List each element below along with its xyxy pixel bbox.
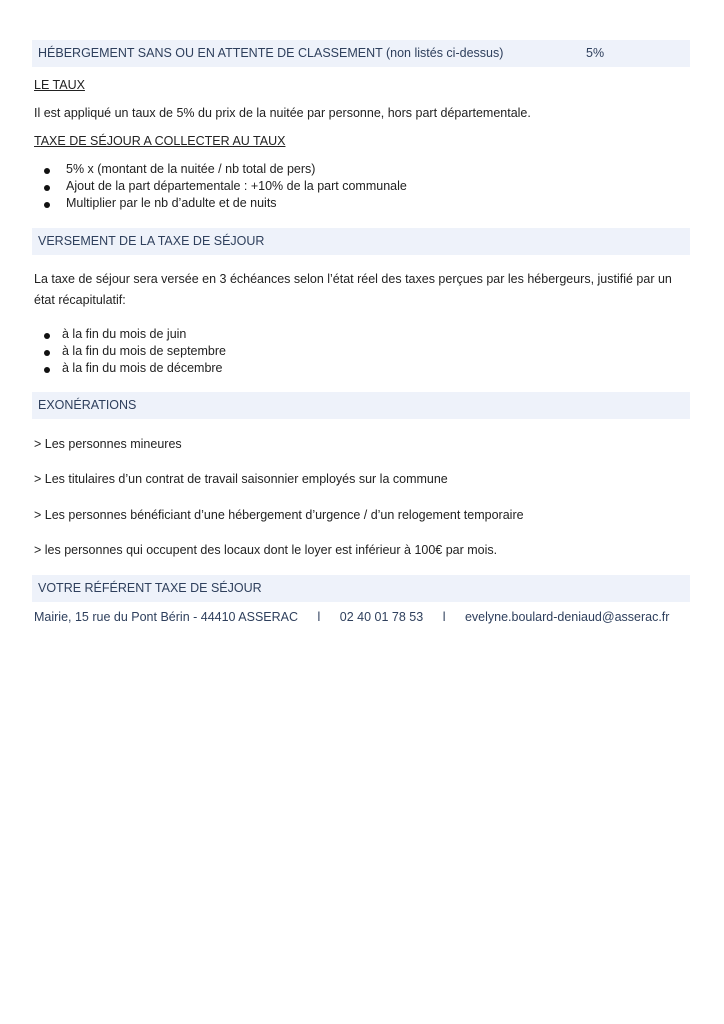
bullet-icon [44,185,50,191]
exoneration-item: > les personnes qui occupent des locaux dont le loyer est inférieur à 100€ par mois. [34,543,498,557]
versement-text: La taxe de séjour sera versée en 3 échéances selon l’état réel des taxes perçues par les hébergeurs, justifié par un état récapitulatif: [34,272,672,307]
le-taux-text: Il est appliqué un taux de 5% du prix de la nuitée par personne, hors part départementale. [34,106,531,120]
list-item: Multiplier par le nb d’adulte et de nuits [66,196,277,210]
bullet-icon [44,367,50,373]
list-item: 5% x (montant de la nuitée / nb total de pers) [66,162,316,176]
bullet-icon [44,333,50,339]
referent-phone[interactable]: 02 40 01 78 53 [339,610,424,624]
exoneration-item: > Les titulaires d’un contrat de travail saisonnier employés sur la commune [34,472,448,486]
rate-row-label: HÉBERGEMENT SANS OU EN ATTENTE DE CLASSEMENT (non listés ci-dessus) [38,46,504,60]
exoneration-item: > Les personnes bénéficiant d’une hébergement d’urgence / d’un relogement temporaire [34,508,524,522]
separator: l [317,610,321,624]
list-item: à la fin du mois de septembre [62,344,226,358]
bullet-icon [44,202,50,208]
referent-address: Mairie, 15 rue du Pont Bérin - 44410 ASSERAC [34,610,299,624]
bullet-icon [44,350,50,356]
referent-email[interactable]: evelyne.boulard-deniaud@asserac.fr [464,610,670,624]
exoneration-item: > Les personnes mineures [34,437,182,451]
list-item: à la fin du mois de décembre [62,361,223,375]
list-item: à la fin du mois de juin [62,327,187,341]
bullet-icon [44,168,50,174]
list-item: Ajout de la part départementale : +10% de la part communale [66,179,407,193]
section-header-exonerations: EXONÉRATIONS [32,392,690,419]
referent-contact [34,610,669,624]
separator: l [442,610,446,624]
rate-row-value: 5% [586,46,605,60]
rate-row [32,40,690,67]
section-header-referent: VOTRE RÉFÉRENT TAXE DE SÉJOUR [32,575,690,602]
section-header-versement: VERSEMENT DE LA TAXE DE SÉJOUR [32,228,690,255]
collect-heading: TAXE DE SÉJOUR A COLLECTER AU TAUX [34,134,286,148]
le-taux-heading: LE TAUX [34,78,85,92]
